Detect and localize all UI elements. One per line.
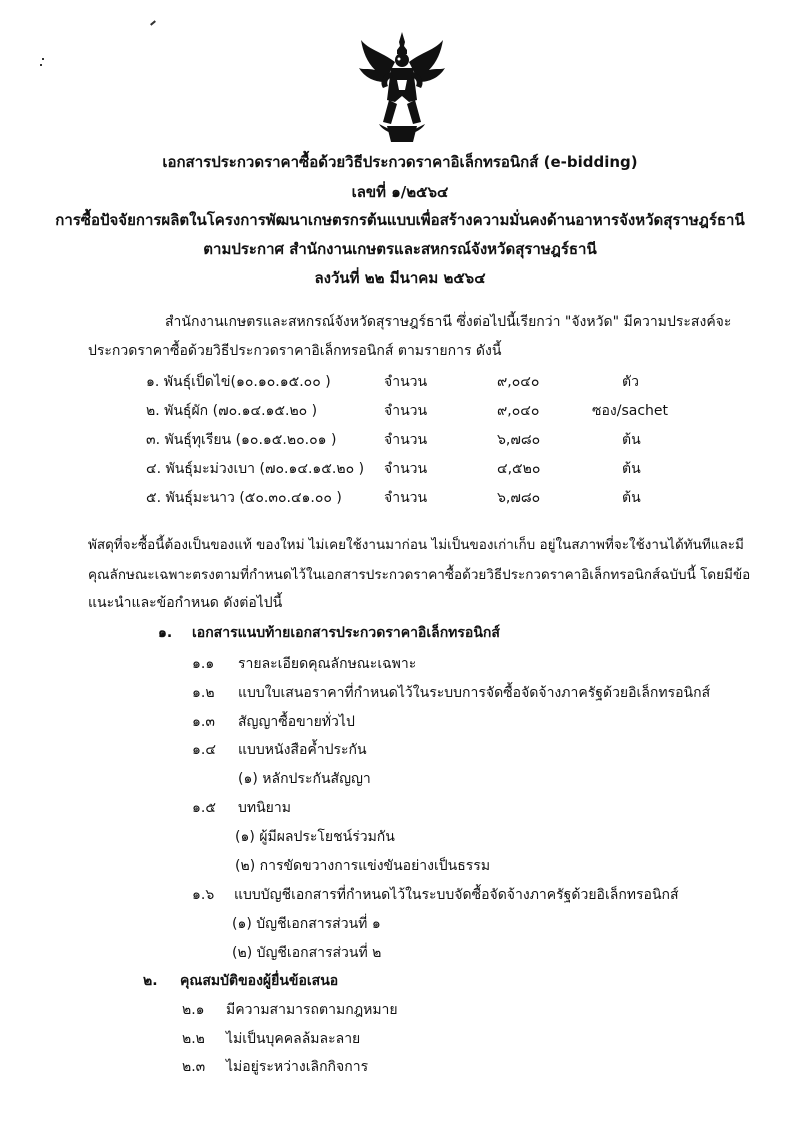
document-subject: การซื้อปัจจัยการผลิตในโครงการพัฒนาเกษตรกรต้นแบบเพื่อสร้างความมั่นคงด้านอาหารจังหวัดสุราษฎร์ธานี	[55, 211, 745, 229]
item-qty-label: จำนวน	[384, 374, 428, 390]
item-unit: ต้น	[622, 490, 641, 506]
sub-item: (๒) การขัดขวางการแข่งขันอย่างเป็นธรรม	[235, 858, 491, 874]
subsection-number: ๑.๖	[192, 887, 215, 903]
document-date: ลงวันที่ ๒๒ มีนาคม ๒๕๖๔	[314, 269, 486, 287]
item-name: ๒. พันธุ์ผัก (๗๐.๑๔.๑๕.๒๐ )	[146, 403, 318, 419]
subsection-text: แบบใบเสนอราคาที่กำหนดไว้ในระบบการจัดซื้อจัดจ้างภาครัฐด้วยอิเล็กทรอนิกส์	[238, 685, 711, 701]
item-qty-label: จำนวน	[384, 490, 428, 506]
subsection-number: ๑.๑	[192, 656, 215, 672]
subsection-text: รายละเอียดคุณลักษณะเฉพาะ	[238, 656, 417, 672]
intro-line-1: สำนักงานเกษตรและสหกรณ์จังหวัดสุราษฎร์ธานี ซึ่งต่อไปนี้เรียกว่า "จังหวัด" มีความประสงค์จะ	[165, 314, 732, 330]
item-name: ๓. พันธุ์ทุเรียน (๑๐.๑๕.๒๐.๐๑ )	[146, 432, 337, 448]
subsection-text: สัญญาซื้อขายทั่วไป	[238, 714, 355, 730]
item-qty-label: จำนวน	[384, 432, 428, 448]
subsection-text: ไม่อยู่ระหว่างเลิกกิจการ	[226, 1059, 369, 1075]
item-qty: ๔,๕๒๐	[497, 461, 541, 477]
subsection-number: ๑.๕	[192, 800, 216, 816]
subsection-text: บทนิยาม	[238, 800, 291, 816]
document-number: เลขที่ ๑/๒๕๖๔	[351, 183, 449, 201]
item-qty-label: จำนวน	[384, 461, 428, 477]
subsection-number: ๒.๑	[182, 1002, 205, 1018]
para-line-2: คุณลักษณะเฉพาะตรงตามที่กำหนดไว้ในเอกสารประกวดราคาซื้อด้วยวิธีประกวดราคาอิเล็กทรอนิกส์ฉบับนี้ โดยมีข้อ	[88, 567, 751, 583]
stray-mark	[42, 58, 44, 60]
subsection-number: ๑.๔	[192, 742, 216, 758]
subsection-text: แบบบัญชีเอกสารที่กำหนดไว้ในระบบจัดซื้อจัดจ้างภาครัฐด้วยอิเล็กทรอนิกส์	[234, 887, 679, 903]
sub-item: (๒) บัญชีเอกสารส่วนที่ ๒	[232, 945, 382, 961]
subsection-text: ไม่เป็นบุคคลล้มละลาย	[226, 1031, 361, 1047]
garuda-emblem	[357, 30, 447, 145]
subsection-text: แบบหนังสือค้ำประกัน	[238, 742, 367, 758]
item-qty: ๙,๐๔๐	[497, 403, 540, 419]
item-name: ๑. พันธุ์เป็ดไข่(๑๐.๑๐.๑๕.๐๐ )	[146, 374, 331, 390]
announcement-line: ตามประกาศ สำนักงานเกษตรและสหกรณ์จังหวัดสุราษฎร์ธานี	[203, 240, 597, 258]
section2-number: ๒.	[143, 973, 158, 989]
item-unit: ต้น	[622, 461, 641, 477]
item-qty: ๙,๐๔๐	[497, 374, 540, 390]
subsection-number: ๒.๒	[182, 1031, 205, 1047]
item-unit: ต้น	[622, 432, 641, 448]
document-title: เอกสารประกวดราคาซื้อด้วยวิธีประกวดราคาอิเล็กทรอนิกส์ (e-bidding)	[162, 153, 638, 171]
item-unit: ซอง/sachet	[592, 403, 669, 419]
sub-item: (๑) บัญชีเอกสารส่วนที่ ๑	[232, 916, 381, 932]
stray-mark	[150, 20, 156, 25]
subsection-number: ๑.๓	[192, 714, 215, 730]
section1-title: เอกสารแนบท้ายเอกสารประกวดราคาอิเล็กทรอนิกส์	[192, 625, 500, 641]
subsection-number: ๑.๒	[192, 685, 215, 701]
sub-item: (๑) หลักประกันสัญญา	[238, 771, 371, 787]
section2-title: คุณสมบัติของผู้ยื่นข้อเสนอ	[180, 973, 339, 989]
item-qty: ๖,๗๘๐	[497, 432, 541, 448]
sub-item: (๑) ผู้มีผลประโยชน์ร่วมกัน	[235, 829, 395, 845]
item-qty-label: จำนวน	[384, 403, 428, 419]
item-name: ๔. พันธุ์มะม่วงเบา (๗๐.๑๔.๑๕.๒๐ )	[146, 461, 365, 477]
stray-mark	[40, 64, 42, 66]
para-line-3: แนะนำและข้อกำหนด ดังต่อไปนี้	[88, 595, 283, 611]
para-line-1: พัสดุที่จะซื้อนี้ต้องเป็นของแท้ ของใหม่ ไม่เคยใช้งานมาก่อน ไม่เป็นของเก่าเก็บ อยู่ในสภาพที่จะใช้งานได้ทันทีและมี	[88, 537, 744, 553]
subsection-number: ๒.๓	[182, 1059, 206, 1075]
item-unit: ตัว	[622, 374, 639, 390]
section1-number: ๑.	[158, 625, 173, 641]
intro-line-2: ประกวดราคาซื้อด้วยวิธีประกวดราคาอิเล็กทรอนิกส์ ตามรายการ ดังนี้	[88, 343, 502, 359]
subsection-text: มีความสามารถตามกฎหมาย	[226, 1002, 398, 1018]
item-name: ๕. พันธุ์มะนาว (๕๐.๓๐.๔๑.๐๐ )	[146, 490, 342, 506]
item-qty: ๖,๗๘๐	[497, 490, 541, 506]
